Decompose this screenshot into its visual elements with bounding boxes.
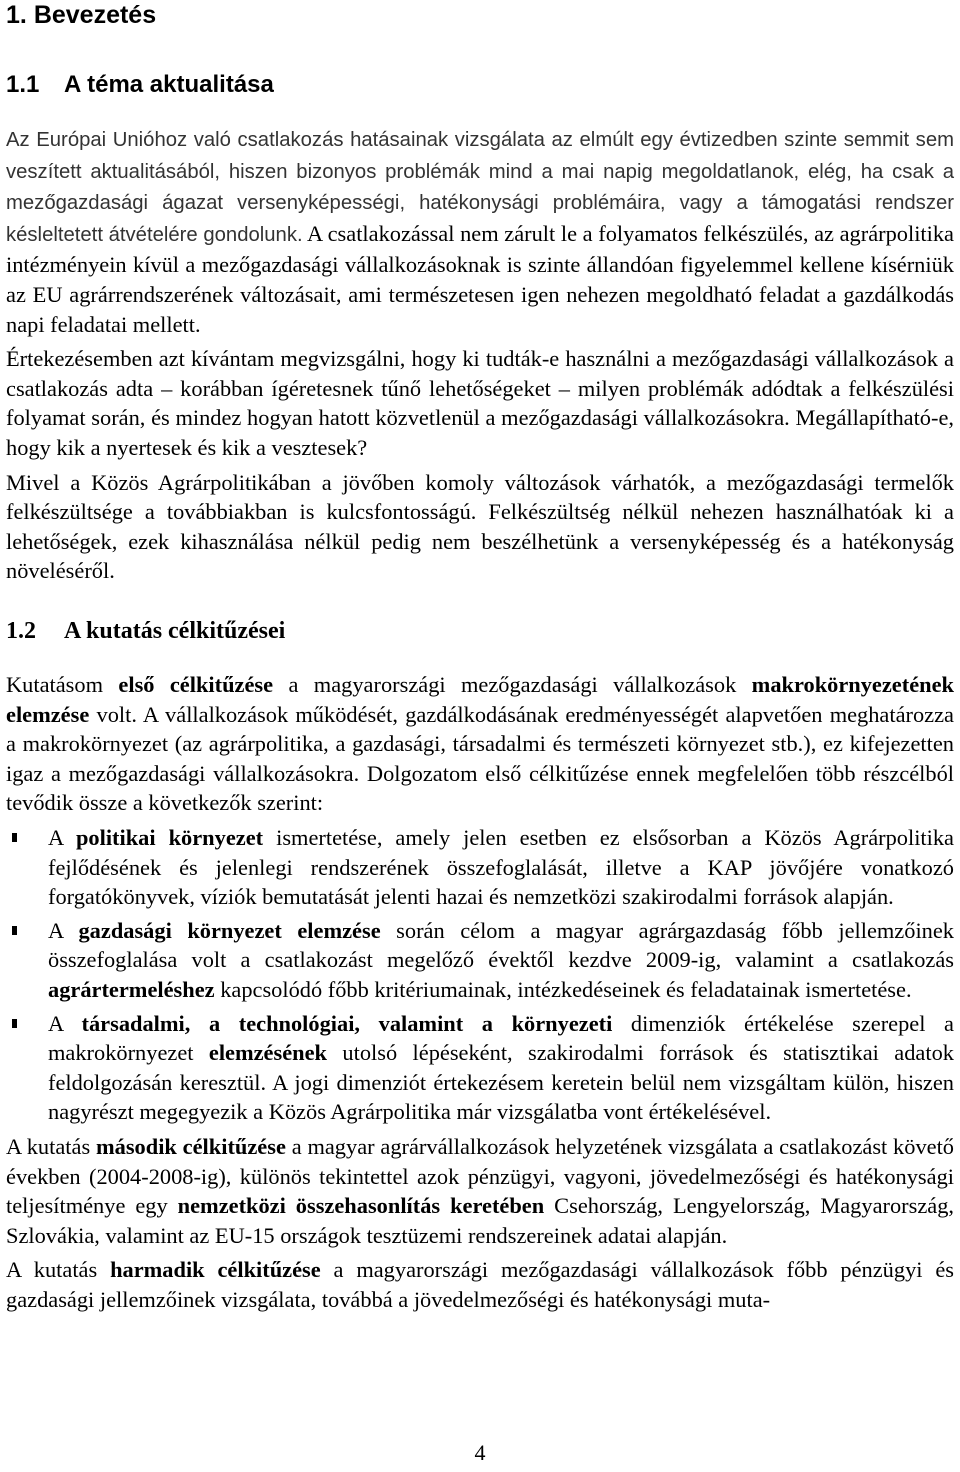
- bold-run: agrártermeléshez: [48, 976, 215, 1002]
- section-heading-1-1: [6, 70, 274, 100]
- square-bullet-icon: [12, 833, 17, 842]
- text-run: dimenziók értékelése szerepel a makrokörnyezet: [48, 1010, 954, 1066]
- bold-run: nemzetközi összehasonlítás keretében: [177, 1193, 545, 1219]
- paragraph-actuality-3: Mivel a Közös Agrárpolitikában a jövőben komoly változások várhatók, a mezőgazdasági termelők felkészültsége a továbbiakban is kulcsfontosságú. Felkészültség nélkül nehezen használhatóak ki a lehetőségek, ezek kihasználása nélkül pedig nem beszélhetünk a versenyképesség és a hatékonyság növeléséről.: [6, 469, 954, 584]
- text-run: a magyarországi mezőgazdasági vállalkozások főbb pénzügyi és gazdasági jellemzőinek vizsgálata, továbbá a jövedelmezőségi és hatékonysági muta-: [6, 1257, 954, 1312]
- text-run: kapcsolódó főbb kritériumainak, intézkedéseinek és feladatainak ismertetése.: [214, 976, 912, 1002]
- bold-run: politikai környezet: [75, 824, 264, 850]
- text-run: A kutatás: [6, 1133, 96, 1159]
- paragraph-sans-run: Az Európai Unióhoz való csatlakozás hatásainak vizsgálata az elmúlt egy évtizedben szinte semmit sem veszített aktualitásából, hiszen bizonyos problémák mind a mai napig megoldatlanok, elég, ha csak a mezőgazdasági ágazat versenyképességi, hatékonysági problémáira, vagy a támogatási rendszer késleltetett átvételére gondolunk.: [6, 129, 954, 246]
- section-title: A téma aktualitása: [64, 71, 274, 98]
- page-number: 4: [474, 1440, 486, 1465]
- text-run: A: [48, 1010, 82, 1036]
- bold-run: gazdasági környezet elemzése: [78, 917, 381, 943]
- section-number: 1.1: [6, 71, 40, 98]
- section-title: Bevezetés: [33, 1, 157, 29]
- paragraph-second-objective: [6, 1132, 954, 1250]
- square-bullet-icon: [12, 926, 17, 935]
- bold-run: második célkitűzése: [95, 1133, 286, 1159]
- text-run: a magyar agrárvállalkozások helyzetének vizsgálata a csatlakozást követő években (2004-2008-ig), különös tekintettel azok pénzügyi, vagyoni, jövedelmezőségi és hatékonysági teljesítménye egy: [6, 1133, 954, 1219]
- paragraph-serif-run: A csatlakozással nem zárult le a folyamatos felkészülés, az agrárpolitika intézményein kívül a mezőgazdasági vállalkozásoknak is szinte állandóan figyelemmel kellene kísérniük az EU agrárrendszerének változásait, ami természetesen igen nehezen megoldható feladat a gazdálkodás napi feladatai mellett.: [6, 220, 954, 337]
- bold-run: társadalmi, a technológiai, valamint a környezeti: [81, 1010, 613, 1036]
- bullet-item-political: [6, 823, 954, 912]
- text-run: utolsó lépéseként, szakirodalmi források és statisztikai adatok feldolgozásán keresztül. A jogi dimenziót értekezésem keretein belül nem vizsgáltam külön, hiszen nagyrészt megegyezik a Közös Agrárpolitika már vizsgálatba vont értékelésével.: [48, 1040, 954, 1125]
- bold-run: makrokörnyezetének elemzése: [6, 672, 954, 727]
- section-title: A kutatás célkitűzései: [64, 618, 286, 644]
- text-run: A: [48, 824, 76, 850]
- bullet-item-social: [6, 1009, 954, 1127]
- text-run: során célom a magyar agrárgazdaság főbb jellemzőinek összefoglalása volt a csatlakozást megelőző évektől kezdve 2009-ig, valamint a csatlakozás: [48, 917, 954, 973]
- bold-run: első célkitűzése: [118, 672, 274, 697]
- paragraph-actuality-2: Értekezésemben azt kívántam megvizsgálni, hogy ki tudták-e használni a mezőgazdasági vállalkozások a csatlakozás adta – korábban ígéretesnek tűnő lehetőségeket – milyen problémák adódtak a felkészülési folyamat során, és mindez hogyan hatott közvetlenül a mezőgazdasági vállalkozásokra. Megállapítható-e, hogy kik a nyertesek és kik a vesztesek?: [6, 346, 954, 460]
- square-bullet-icon: [12, 1019, 17, 1028]
- objectives-bullet-list: [6, 823, 954, 1127]
- paragraph-third-objective: [6, 1255, 954, 1314]
- text-run: volt. A vállalkozások működését, gazdálkodásának eredményességét alapvetően meghatározza a makrokörnyezet (az agrárpolitika, a gazdasági, társadalmi és természeti környezet stb.), ez kifejezetten igaz a mezőgazdasági vállalkozásokra. Dolgozatom első célkitűzése ennek megfelelően több részcélból tevődik össze a következők szerint:: [6, 701, 954, 816]
- bold-run: harmadik célkitűzése: [110, 1257, 321, 1283]
- text-run: Kutatásom: [6, 672, 119, 697]
- paragraph-objectives-intro: [6, 670, 954, 818]
- section-number: 1.2: [6, 618, 36, 644]
- section-1-2-body: [6, 670, 954, 1319]
- section-heading-1: [6, 0, 156, 30]
- text-run: Csehország, Lengyelország, Magyarország, Szlovákia, valamint az EU-15 országok tesztüzemi rendszereinek adatai alapján.: [6, 1193, 954, 1248]
- text-run: A kutatás: [6, 1257, 111, 1283]
- section-1-1-body: [6, 124, 954, 591]
- bold-run: elemzésének: [208, 1040, 327, 1066]
- paragraph-actuality-1: [6, 124, 954, 339]
- text-run: A: [48, 917, 79, 943]
- text-run: a magyarországi mezőgazdasági vállalkozások: [273, 672, 752, 697]
- section-number: 1.: [6, 1, 27, 29]
- bullet-item-economic: [6, 916, 954, 1005]
- section-heading-1-2: [6, 616, 285, 646]
- text-run: ismertetése, amely jelen esetben ez elsősorban a Közös Agrárpolitika fejlődésének és jelenlegi rendszerének összefoglalását, illetve a KAP jövőjére vonatkozó forgatókönyvek, víziók bemutatását jelenti hazai és nemzetközi szakirodalmi források alapján.: [48, 824, 954, 910]
